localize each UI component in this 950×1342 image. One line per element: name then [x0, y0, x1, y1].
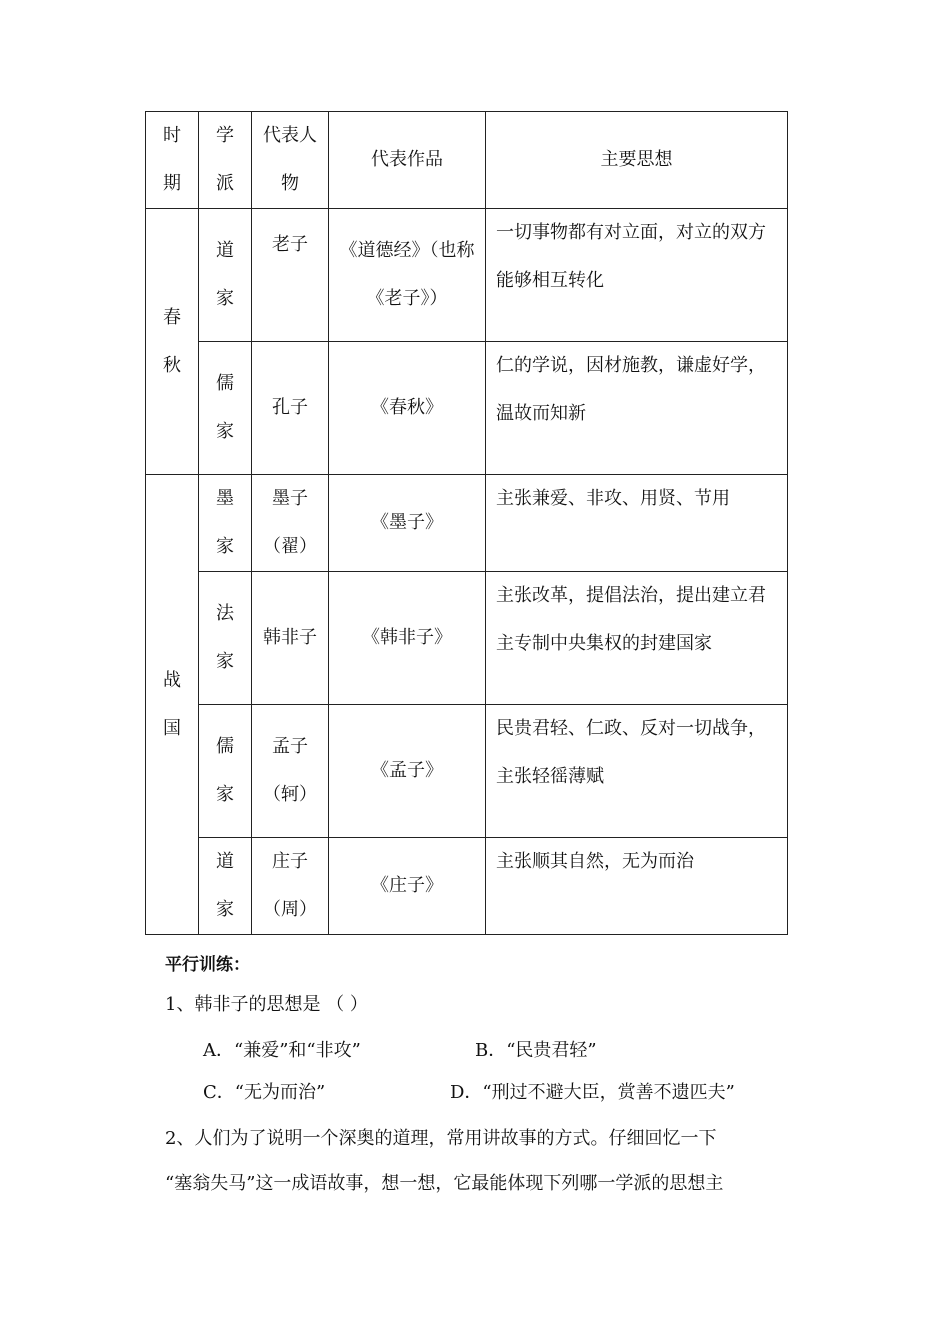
work-cell: 《庄子》	[371, 875, 443, 896]
question-2-line-2: “塞翁失马”这一成语故事，想一想，它最能体现下列哪一学派的思想主	[165, 1173, 724, 1194]
person-cell: 孟子（轲）	[263, 736, 317, 805]
idea-cell: 仁的学说，因材施教，谦虚好学，温故而知新	[496, 355, 766, 424]
person-cell: 庄子（周）	[263, 851, 317, 920]
idea-cell: 一切事物都有对立面，对立的双方能够相互转化	[496, 222, 766, 291]
header-school: 学派	[216, 125, 234, 194]
table-row	[146, 342, 788, 475]
header-idea: 主要思想	[600, 149, 673, 170]
work-cell: 《春秋》	[371, 397, 443, 418]
table-row	[146, 838, 788, 935]
idea-cell: 主张顺其自然，无为而治	[496, 851, 694, 872]
header-row	[146, 112, 788, 209]
question-1-option-c: C．“无为而治”	[203, 1082, 326, 1103]
work-cell: 《韩非子》	[362, 627, 452, 648]
work-cell: 《道德经》（也称《老子》）	[339, 240, 475, 309]
question-1-option-b: B．“民贵君轻”	[475, 1040, 597, 1061]
period-cell: 春秋	[163, 306, 181, 376]
question-1-option-d: D．“刑过不避大臣，赏善不遗匹夫”	[450, 1082, 735, 1103]
person-cell: 墨子（翟）	[263, 488, 317, 557]
school-cell: 墨家	[216, 488, 234, 557]
school-cell: 道家	[216, 851, 234, 920]
table-row	[146, 209, 788, 342]
header-work: 代表作品	[371, 149, 443, 170]
school-cell: 儒家	[216, 373, 234, 442]
header-period: 时期	[163, 125, 181, 194]
school-cell: 儒家	[216, 736, 234, 805]
idea-cell: 主张兼爱、非攻、用贤、节用	[496, 488, 730, 509]
schools-table	[145, 111, 788, 935]
question-1-option-a: A．“兼爱”和“非攻”	[203, 1040, 361, 1061]
person-cell: 孔子	[272, 397, 308, 418]
question-1-stem: 1、韩非子的思想是 （ ）	[165, 994, 368, 1015]
work-cell: 《墨子》	[371, 512, 443, 533]
idea-cell: 民贵君轻、仁政、反对一切战争，主张轻徭薄赋	[496, 718, 766, 787]
work-cell: 《孟子》	[371, 760, 443, 781]
person-cell: 老子	[272, 234, 308, 255]
table-row	[146, 475, 788, 572]
school-cell: 道家	[216, 240, 234, 309]
table-row	[146, 705, 788, 838]
header-person: 代表人物	[263, 125, 317, 194]
person-cell: 韩非子	[263, 627, 317, 648]
school-cell: 法家	[216, 603, 234, 672]
table-row	[146, 572, 788, 705]
idea-cell: 主张改革，提倡法治，提出建立君主专制中央集权的封建国家	[496, 585, 766, 654]
period-cell: 战国	[163, 669, 181, 739]
question-2-line-1: 2、人们为了说明一个深奥的道理，常用讲故事的方式。仔细回忆一下	[165, 1128, 717, 1149]
exercise-heading: 平行训练：	[165, 955, 250, 975]
